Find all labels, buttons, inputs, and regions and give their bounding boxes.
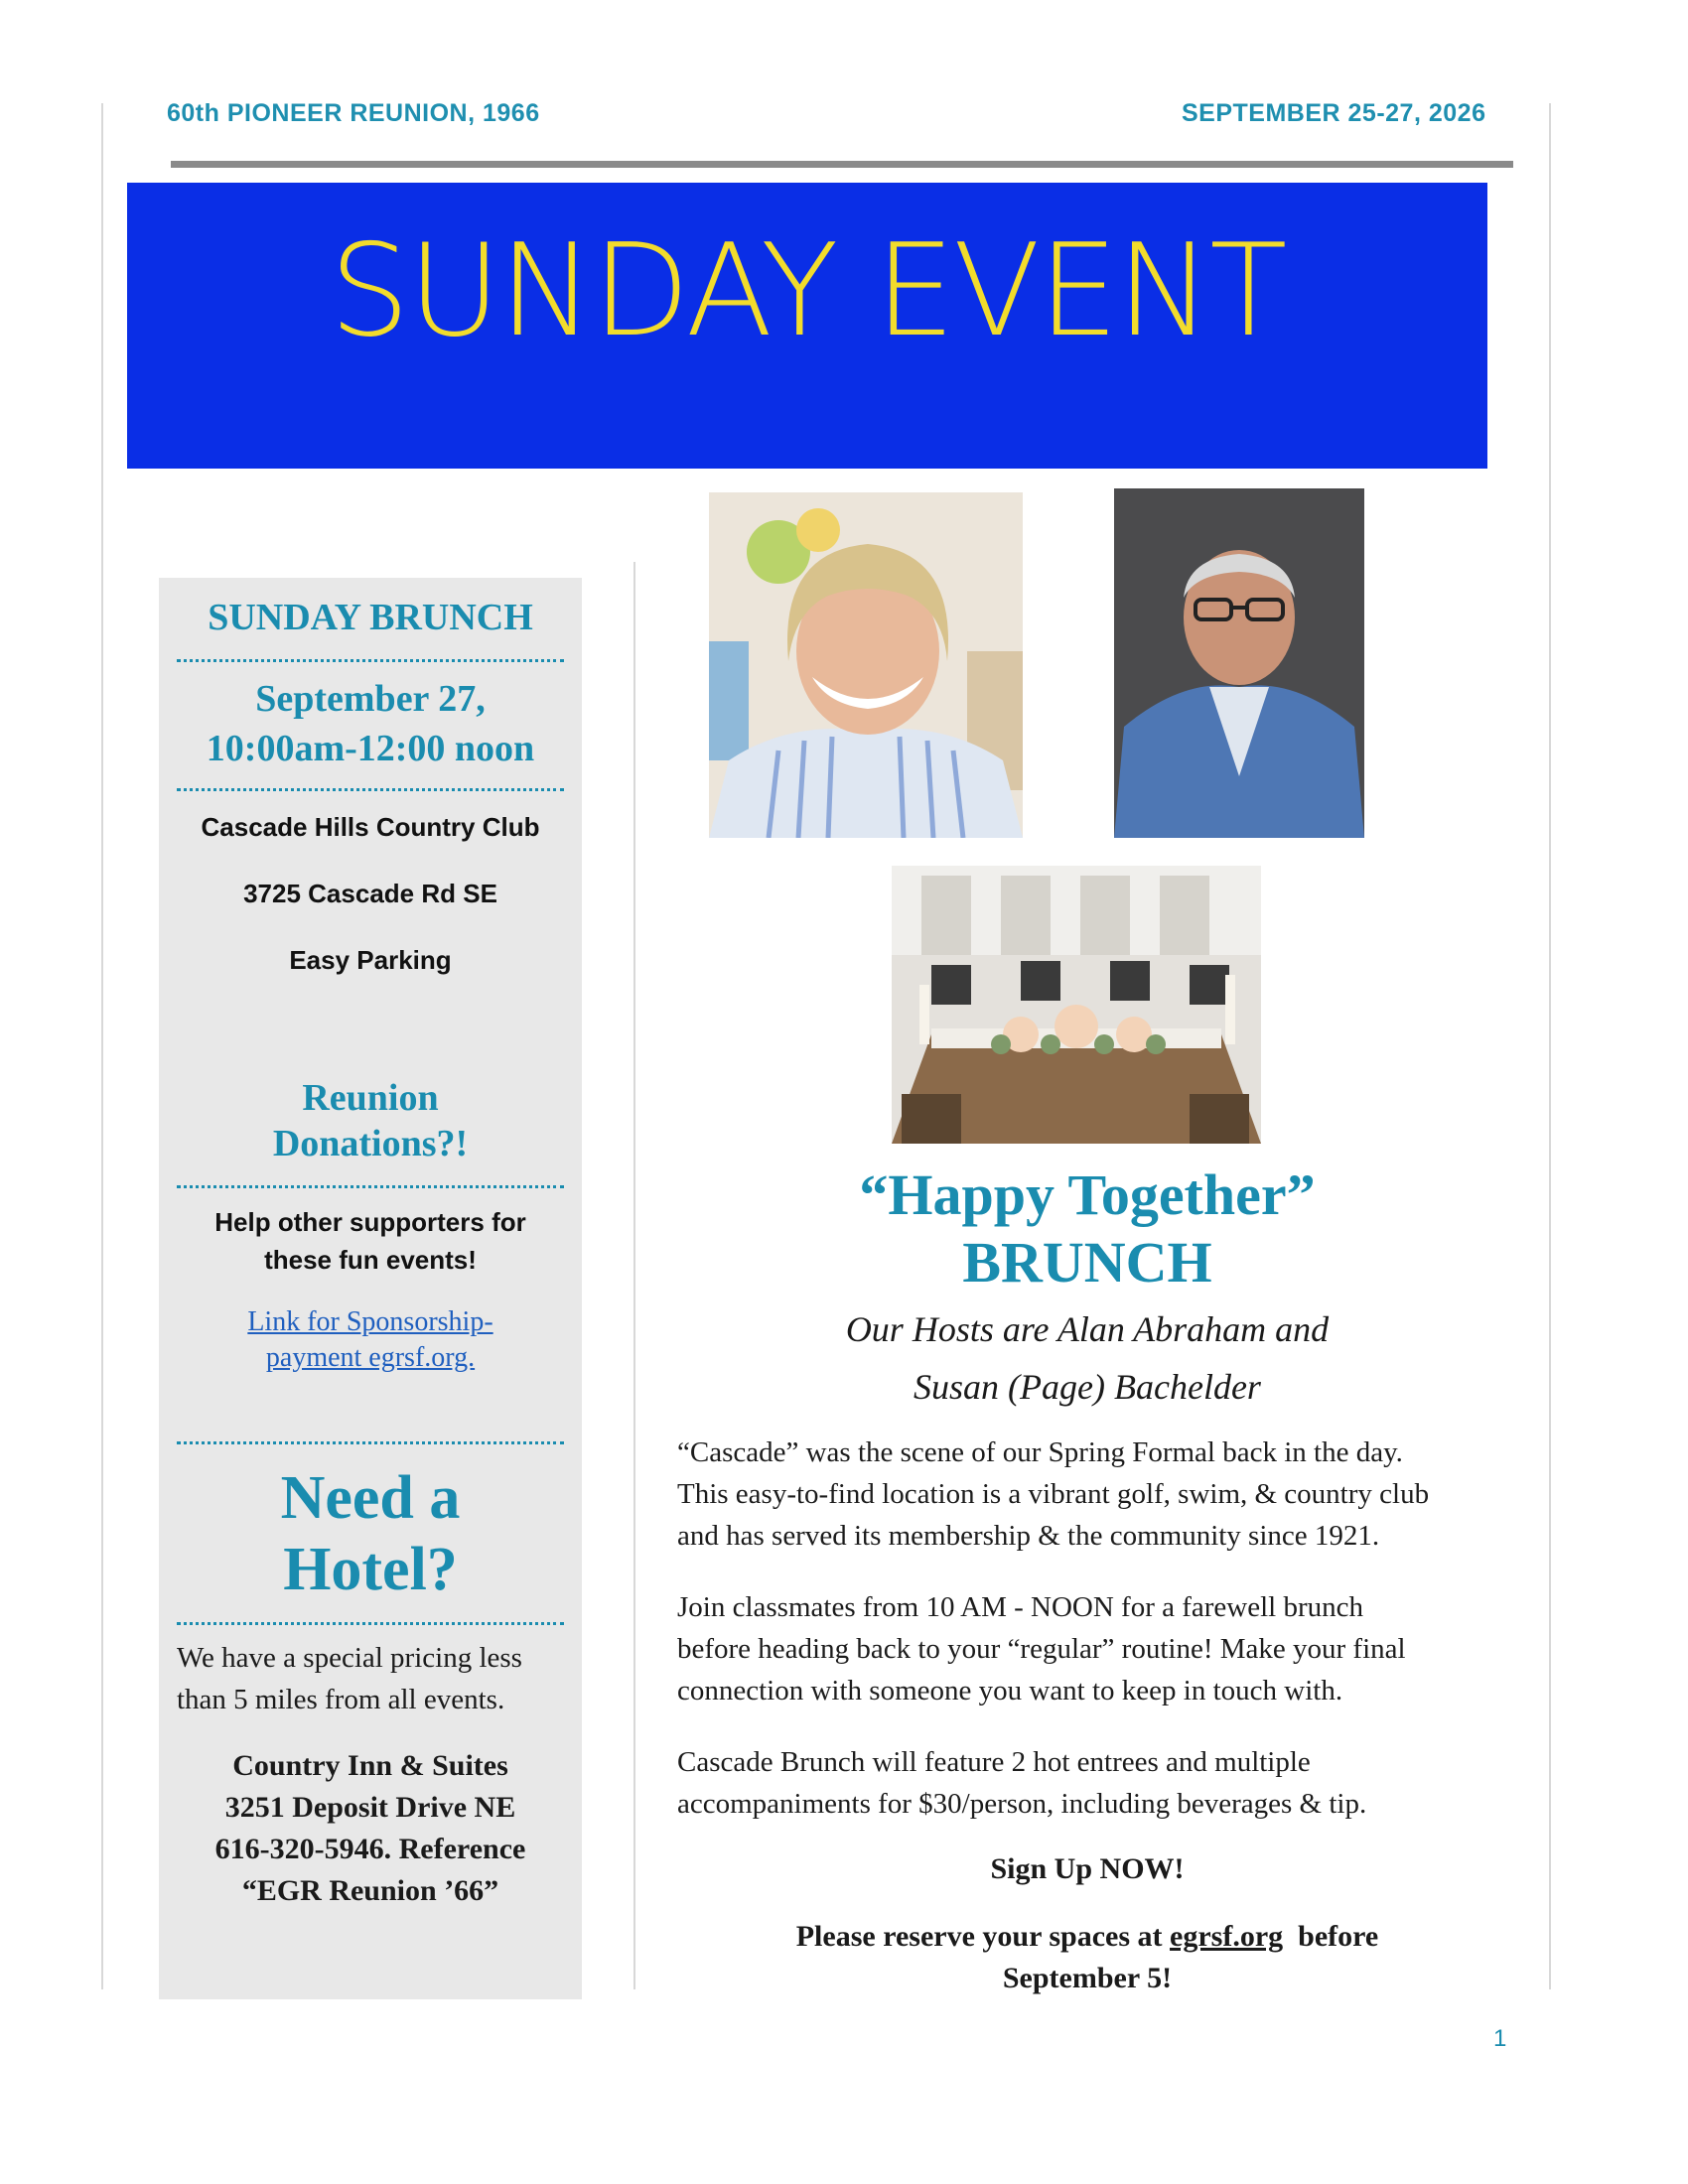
paragraph-line: This easy-to-find location is a vibrant golf, swim, & country club xyxy=(677,1478,1430,1510)
host-photo-susan xyxy=(709,492,1023,838)
divider-dots xyxy=(177,659,564,662)
hotel-text-1: We have a special pricing less xyxy=(177,1642,522,1674)
reserve-line1 xyxy=(655,1920,1519,1954)
donations-text-1: Help other supporters for xyxy=(214,1207,526,1237)
reserve-deadline: September 5! xyxy=(1002,1962,1173,1994)
hotel-name: Country Inn & Suites xyxy=(232,1749,508,1782)
left-margin-line xyxy=(101,103,103,1989)
brunch-date: September 27, xyxy=(255,678,486,720)
hotel-address: 3251 Deposit Drive NE xyxy=(224,1791,516,1824)
reserve-prefix: Please reserve your spaces at xyxy=(795,1920,1171,1953)
donations-text-2: these fun events! xyxy=(264,1245,477,1275)
header-right: SEPTEMBER 25-27, 2026 xyxy=(1182,99,1486,127)
divider-dots xyxy=(177,788,564,791)
egrsf-link[interactable]: egrsf.org xyxy=(1170,1920,1284,1953)
divider-dots xyxy=(177,1185,564,1188)
hotel-heading-2: Hotel? xyxy=(283,1536,458,1603)
hotel-phone: 616-320-5946. Reference xyxy=(214,1833,526,1865)
paragraph-line: and has served its membership & the community since 1921. xyxy=(677,1520,1380,1552)
header-left: 60th PIONEER REUNION, 1966 xyxy=(167,99,540,127)
venue-address: 3725 Cascade Rd SE xyxy=(243,879,497,908)
column-divider xyxy=(633,562,635,1989)
paragraph-line: accompaniments for $30/person, including beverages & tip. xyxy=(677,1788,1367,1820)
right-margin-line xyxy=(1549,103,1551,1989)
hotel-text-2: than 5 miles from all events. xyxy=(177,1684,505,1715)
brunch-table-photo xyxy=(892,866,1261,1144)
host-photo-alan xyxy=(1114,488,1364,838)
brunch-time: 10:00am-12:00 noon xyxy=(206,728,535,769)
paragraph-line: Join classmates from 10 AM - NOON for a farewell brunch xyxy=(677,1591,1363,1623)
paragraph-line: “Cascade” was the scene of our Spring Formal back in the day. xyxy=(677,1436,1403,1468)
hosts-line2: Susan (Page) Bachelder xyxy=(914,1367,1261,1407)
page-number: 1 xyxy=(1493,2025,1507,2052)
brunch-title: SUNDAY BRUNCH xyxy=(208,597,533,638)
divider-dots xyxy=(177,1622,564,1625)
donations-heading-2: Donations?! xyxy=(272,1123,469,1164)
parking-note: Easy Parking xyxy=(289,945,452,975)
sponsorship-link[interactable]: Link for Sponsorship- xyxy=(247,1306,493,1337)
hotel-reference: “EGR Reunion ’66” xyxy=(241,1874,499,1907)
divider-dots xyxy=(177,1441,564,1444)
donations-heading-1: Reunion xyxy=(302,1077,439,1119)
title-banner xyxy=(127,183,1487,469)
signup-callout: Sign Up NOW! xyxy=(990,1852,1185,1885)
venue-name: Cascade Hills Country Club xyxy=(201,812,540,842)
hosts-line1: Our Hosts are Alan Abraham and xyxy=(845,1309,1330,1349)
paragraph-line: connection with someone you want to keep in touch with. xyxy=(677,1675,1343,1706)
sponsorship-link-cont[interactable]: payment egrsf.org. xyxy=(265,1342,476,1373)
event-title-line1: “Happy Together” xyxy=(859,1162,1316,1227)
paragraph-history xyxy=(677,1432,1511,1557)
paragraph-menu xyxy=(677,1741,1511,1825)
sidebar xyxy=(159,578,582,1999)
event-title-line2: BRUNCH xyxy=(962,1230,1212,1295)
header-rule xyxy=(171,161,1513,168)
banner-title: SUNDAY EVENT xyxy=(329,217,1286,365)
reserve-suffix: before xyxy=(1283,1920,1379,1953)
paragraph-line: before heading back to your “regular” routine! Make your final xyxy=(677,1633,1406,1665)
paragraph-join xyxy=(677,1586,1511,1711)
paragraph-line: Cascade Brunch will feature 2 hot entrees and multiple xyxy=(677,1746,1311,1778)
hotel-heading-1: Need a xyxy=(280,1464,461,1532)
